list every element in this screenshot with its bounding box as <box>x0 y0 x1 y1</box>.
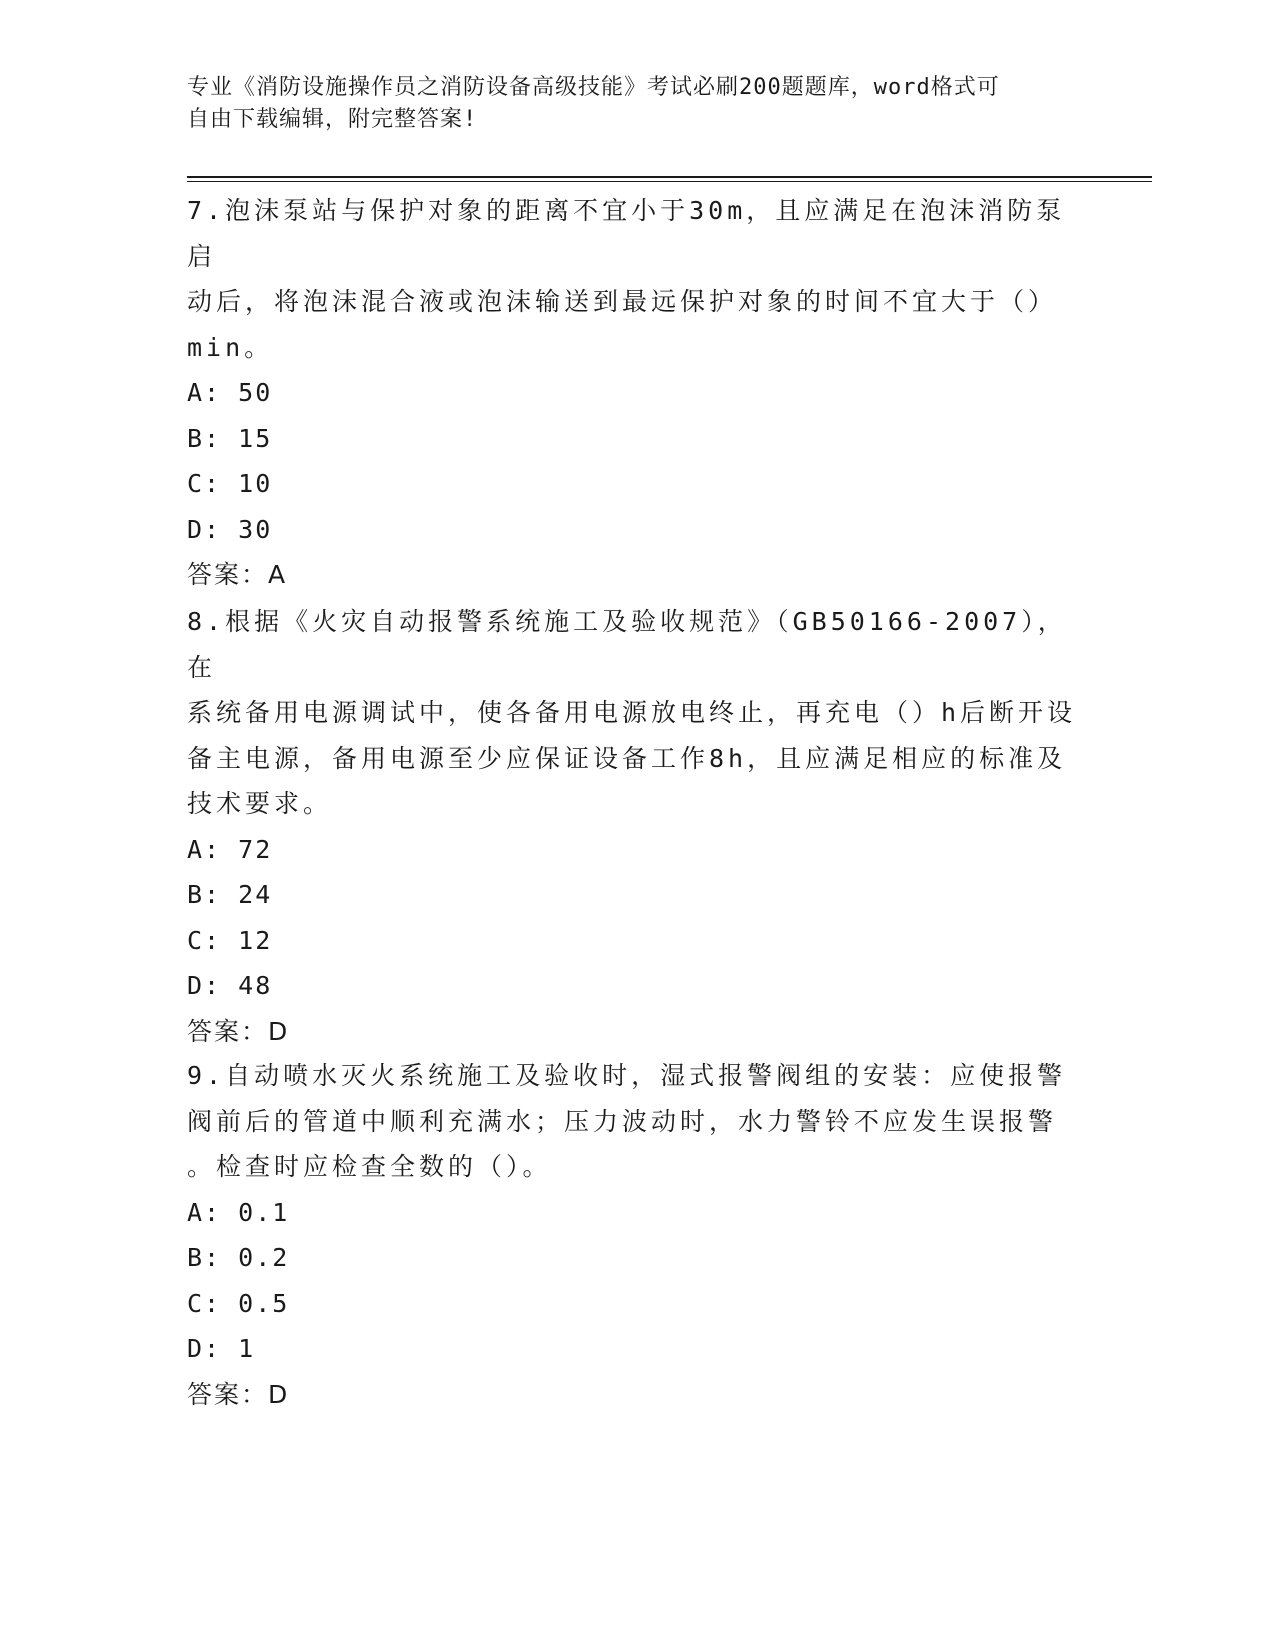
question-8 <box>187 599 1087 1054</box>
question-stem-line: 。检查时应检查全数的（）。 <box>187 1152 552 1181</box>
option-d: D: 48 <box>187 971 273 1000</box>
question-stem-line: min。 <box>187 332 274 362</box>
answer-line: 答案：D <box>187 1379 290 1409</box>
question-stem-line: 系统备用电源调试中，使各备用电源放电终止，再充电（）h后断开设 <box>187 698 1077 727</box>
option-a: A: 50 <box>187 378 273 407</box>
option-d: D: 1 <box>187 1334 256 1363</box>
header-divider-thick <box>187 176 1152 178</box>
option-a: A: 72 <box>187 834 273 864</box>
answer-line: 答案：A <box>187 560 288 589</box>
header-line-2: 自由下载编辑，附完整答案! <box>187 107 478 132</box>
document-header <box>187 72 1067 136</box>
question-stem-line: 8.根据《火灾自动报警系统施工及验收规范》（GB50166-2007），在 <box>187 607 1067 682</box>
option-b: B: 24 <box>187 880 273 909</box>
question-7 <box>187 188 1087 598</box>
option-b: B: 0.2 <box>187 1243 290 1272</box>
question-stem-line: 动后，将泡沫混合液或泡沫输送到最远保护对象的时间不宜大于（） <box>187 287 1058 316</box>
option-c: C: 12 <box>187 925 273 955</box>
question-stem-line: 9.自动喷水灭火系统施工及验收时，湿式报警阀组的安装：应使报警 <box>187 1061 1067 1090</box>
header-line-1: 专业《消防设施操作员之消防设备高级技能》考试必刷200题题库，word格式可 <box>187 75 1000 100</box>
option-c: C: 0.5 <box>187 1288 290 1318</box>
option-a: A: 0.1 <box>187 1197 290 1227</box>
question-stem-line: 阀前后的管道中顺利充满水；压力波动时，水力警铃不应发生误报警 <box>187 1106 1058 1136</box>
option-b: B: 15 <box>187 423 273 453</box>
question-stem-line: 7.泡沫泵站与保护对象的距离不宜小于30m，且应满足在泡沫消防泵启 <box>187 196 1066 271</box>
question-9 <box>187 1053 1087 1417</box>
header-divider-thin <box>187 181 1152 182</box>
question-stem-line: 备主电源，备用电源至少应保证设备工作8h，且应满足相应的标准及 <box>187 743 1067 773</box>
option-c: C: 10 <box>187 469 273 498</box>
question-stem-line: 技术要求。 <box>187 789 333 818</box>
option-d: D: 30 <box>187 514 273 544</box>
answer-line: 答案：D <box>187 1016 290 1046</box>
